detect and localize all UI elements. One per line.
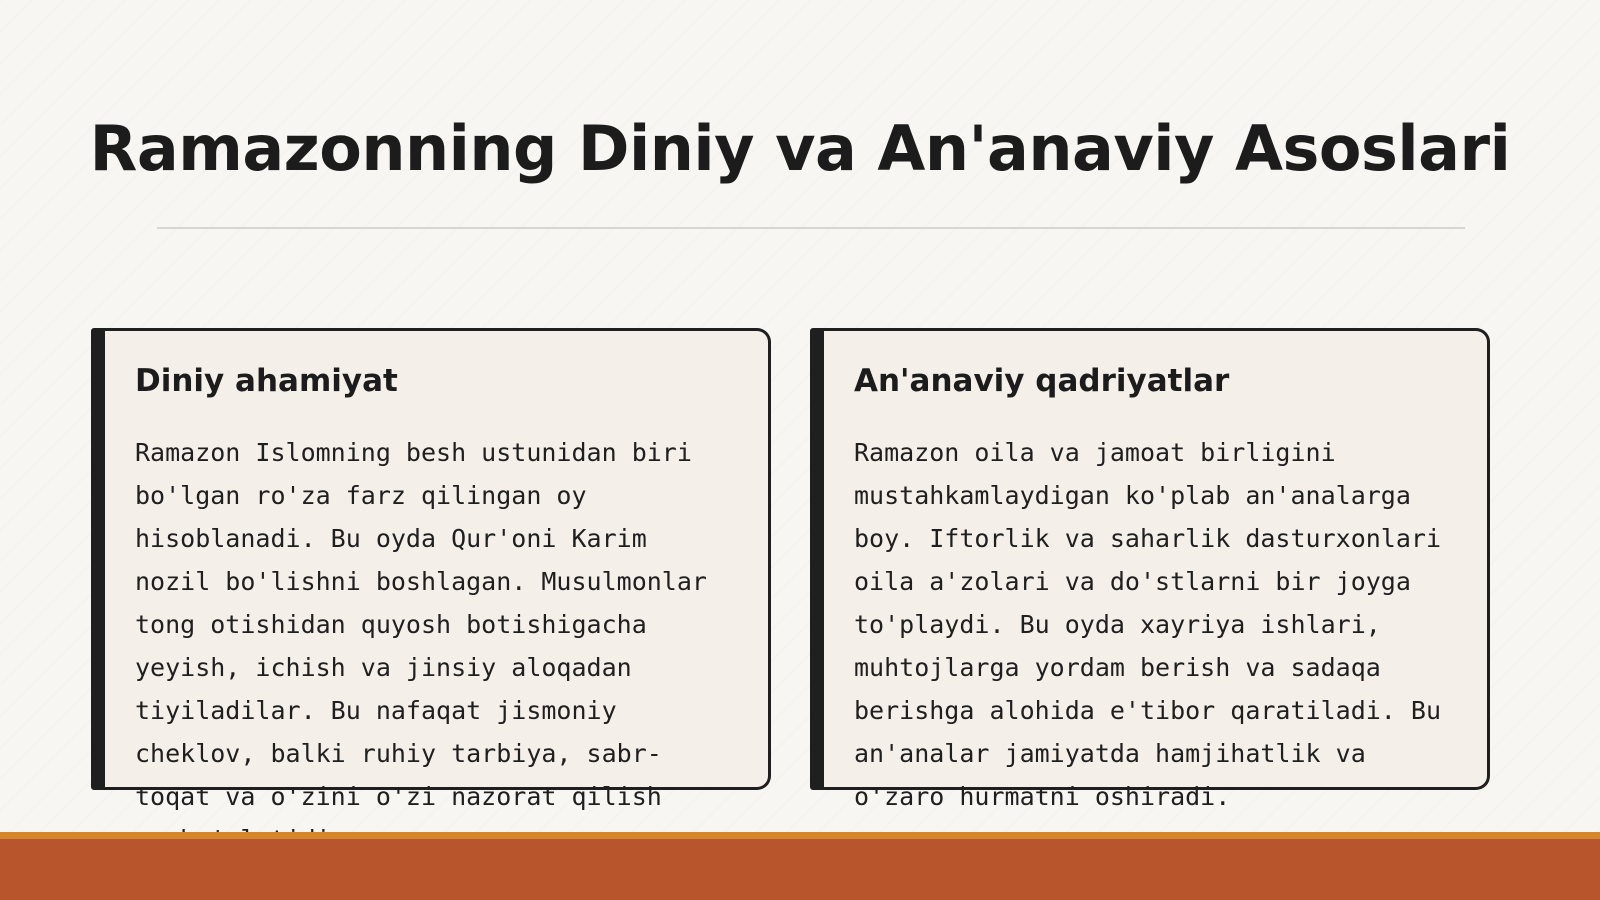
traditional-values-card (810, 328, 1490, 811)
card-body-text: Ramazon Islomning besh ustunidan biri bo'lgan ro'za farz qilingan oy hisoblanadi. Bu oyda Qur'oni Karim nozil bo'lishni boshlagan. Musulmonlar tong otishidan quyosh botishigacha yeyish, ichish va jinsiy aloqadan tiyiladilar. Bu nafaqat jismoniy cheklov, balki ruhiy tarbiya, sabr- toqat va o'zini o'zi nazorat qilish (135, 438, 707, 811)
footer-accent-stripe (0, 832, 1600, 839)
card-body-text: Ramazon oila va jamoat birligini mustahkamlaydigan ko'plab an'analarga boy. Iftorlik va saharlik dasturxonlari oila a'zolari va do'stlarni bir joyga to'playdi. Bu oyda xayriya ishlari, muhtojlarga yordam berish va sadaqa berishga alohida e'tibor qaratiladi. Bu an'analar jamiyatda hamjihatlik va o'zaro hurmatni oshiradi. (854, 438, 1441, 811)
card-heading: An'anaviy qadriyatlar (854, 363, 1230, 399)
slide-title: Ramazonning Diniy va An'anaviy Asoslari (89, 112, 1511, 185)
religious-significance-card (91, 328, 771, 811)
card-heading: Diniy ahamiyat (135, 363, 398, 399)
title-divider (157, 227, 1465, 229)
footer-band (0, 832, 1600, 900)
